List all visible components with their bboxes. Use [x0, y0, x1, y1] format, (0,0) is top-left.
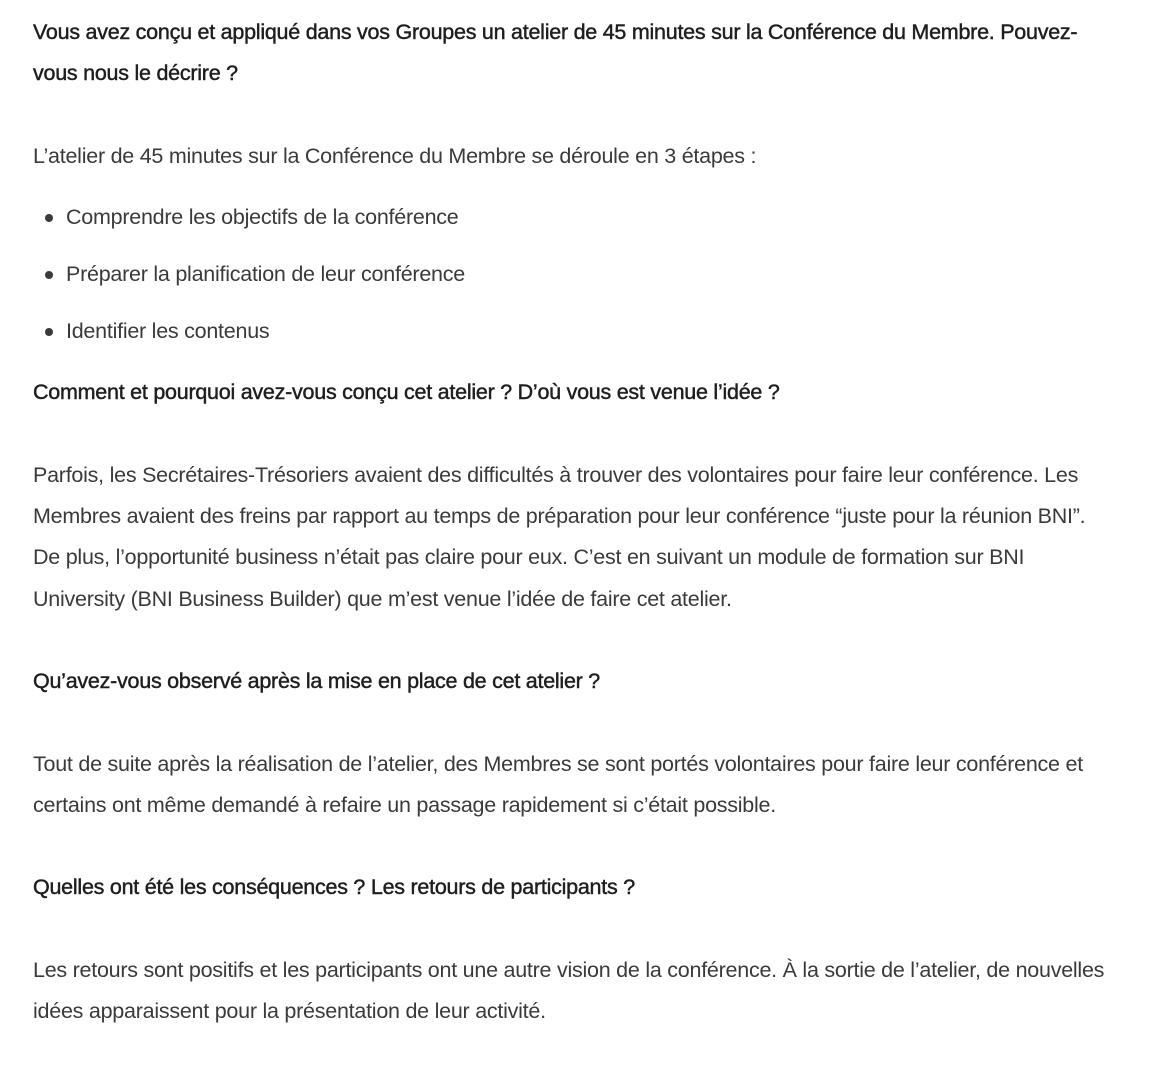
list-item-label: Identifier les contenus	[66, 319, 270, 344]
bullet-icon	[45, 328, 53, 336]
list-item	[33, 246, 1105, 303]
answer-2: Parfois, les Secrétaires-Trésoriers avaient des difficultés à trouver des volontaires pour faire leur conférence. Les Membres avaient des freins par rapport au temps de préparation pour leur conférence “juste pour la réunion BNI”. De plus, l’opportunité business n’était pas claire pour eux. C’est en suivant un module de formation sur BNI University (BNI Business Builder) que m’est venue l’idée de faire cet atelier.	[33, 462, 1086, 611]
answer-4: Les retours sont positifs et les participants ont une autre vision de la conférence. À la sortie de l’atelier, de nouvelles idées apparaissent pour la présentation de leur activité.	[33, 957, 1105, 1024]
question-3: Qu’avez-vous observé après la mise en place de cet atelier ?	[33, 669, 601, 694]
question-2: Comment et pourquoi avez-vous conçu cet atelier ? D’où vous est venue l’idée ?	[33, 380, 780, 405]
bullet-icon	[45, 214, 53, 222]
spacer	[33, 909, 1105, 950]
spacer	[33, 414, 1105, 455]
spacer	[33, 826, 1105, 867]
spacer	[33, 95, 1105, 136]
list-item	[33, 303, 1105, 360]
spacer	[33, 703, 1105, 744]
steps-list	[33, 189, 1105, 360]
list-item	[33, 189, 1105, 246]
spacer	[33, 620, 1105, 661]
spacer	[33, 177, 1105, 189]
answer-1-intro: L’atelier de 45 minutes sur la Conférence du Membre se déroule en 3 étapes :	[33, 143, 757, 168]
bullet-icon	[45, 271, 53, 279]
answer-3: Tout de suite après la réalisation de l’atelier, des Membres se sont portés volontaires pour faire leur conférence et certains ont même demandé à refaire un passage rapidement si c’était possible.	[33, 751, 1083, 818]
spacer	[33, 360, 1105, 372]
list-item-label: Comprendre les objectifs de la conférence	[66, 205, 459, 230]
list-item-label: Préparer la planification de leur conférence	[66, 262, 465, 287]
question-4: Quelles ont été les conséquences ? Les retours de participants ?	[33, 875, 635, 900]
question-1: Vous avez conçu et appliqué dans vos Groupes un atelier de 45 minutes sur la Conférence du Membre. Pouvez-vous nous le décrire ?	[33, 20, 1078, 86]
